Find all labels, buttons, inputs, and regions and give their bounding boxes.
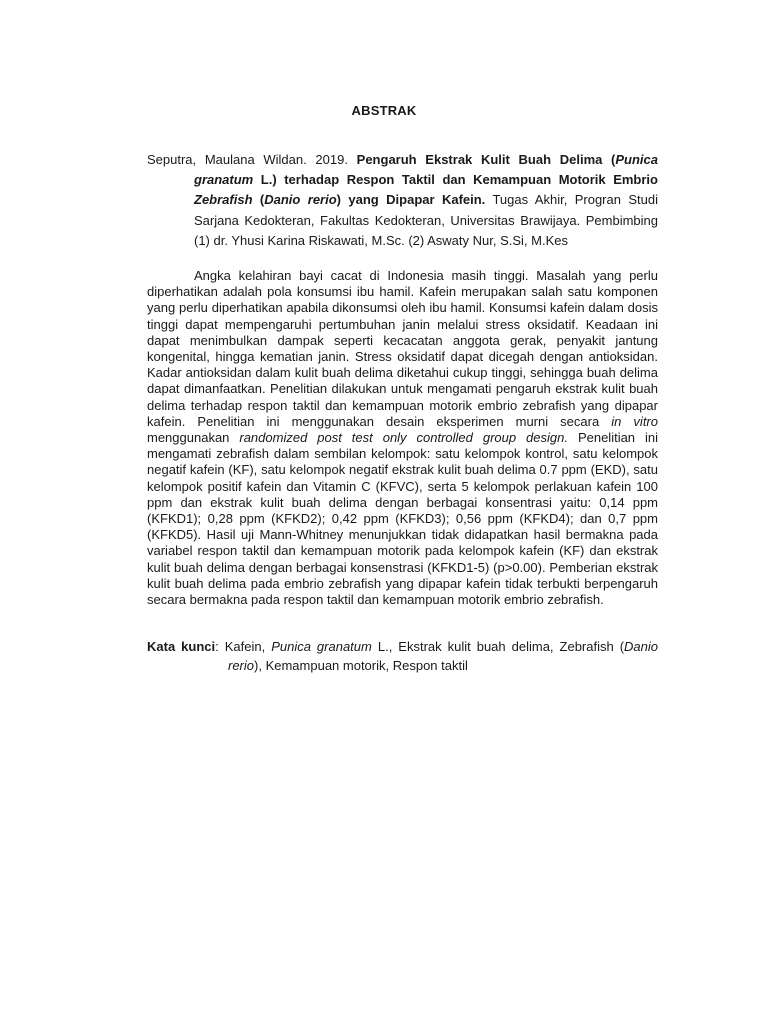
keywords-part-2: L., Ekstrak kulit buah delima, Zebrafish ( — [371, 639, 625, 654]
citation-title-part-4: ) yang Dipapar Kafein. — [336, 192, 486, 208]
abstract-body-design: randomized post test only controlled group design. — [239, 430, 568, 446]
citation-title-species: Punica granatum — [194, 152, 658, 188]
keywords-separator: : Kafein, — [215, 639, 272, 654]
citation-paragraph — [147, 150, 658, 251]
abstract-body-part-3: Penelitian ini mengamati zebrafish dalam sembilan kelompok: satu kelompok kontrol, satu kelompok negatif kafein (KF), satu kelompok negatif ekstrak kulit buah delima 0.7 ppm (EKD), satu kelompok positif kafein dan Vitamin C (KFVC), serta 5 kelompok perlakuan kafein 100 ppm dan ekstrak kulit buah delima dengan berbagai konsentrasi yaitu: 0,14 ppm (KFKD1); 0,28 ppm (KFKD2); 0,42 ppm (KFKD3); 0,56 ppm (KFKD4); dan 0,7 ppm (KFKD5). Hasil uji Mann-Whitney menunjukkan tidak didapatkan hasil bermakna pada variabel respon taktil dan kemampuan motorik pada kelompok kafein (KF) dan ekstrak kulit buah delima dengan berbagai konsenstrasi (KFKD1-5) (p>0.00). Pemberian ekstrak kulit buah delima pada embrio zebrafish yang dipapar kafein tidak terbukti berpengaruh secara bermakna pada respon taktil dan kemampuan motorik embrio zebrafish. — [147, 430, 659, 608]
citation-title-zebrafish: Zebrafish — [194, 192, 253, 208]
keywords-danio: Danio rerio — [228, 639, 659, 674]
abstract-body-paragraph — [147, 268, 658, 608]
citation-details: Tugas Akhir, Progran Studi Sarjana Kedokteran, Fakultas Kedokteran, Universitas Brawijaya. Pembimbing (1) dr. Yhusi Karina Riskawati, M.Sc. (2) Aswaty Nur, S.Si, M.Kes — [194, 192, 658, 248]
keywords-label: Kata kunci — [147, 639, 216, 654]
keywords-part-3: ), Kemampuan motorik, Respon taktil — [254, 658, 468, 674]
keywords-species: Punica granatum — [271, 639, 372, 654]
citation-authors-year: Seputra, Maulana Wildan. 2019. — [147, 152, 357, 167]
abstract-body-part-1: Angka kelahiran bayi cacat di Indonesia masih tinggi. Masalah yang perlu diperhatikan adalah pola konsumsi ibu hamil. Kafein merupakan salah satu komponen yang perlu diperhatikan apabila dikonsumsi oleh ibu hamil. Konsumsi kafein dalam dosis tinggi dapat mempengaruhi pertumbuhan janin melalui stress oksidatif. Keadaan ini dapat menimbulkan dampak seperti kecacatan anggota gerak, penyakit jantung kongenital, hingga kematian janin. Stress oksidatif dapat dicegah dengan antioksidan. Kadar antioksidan dalam kulit buah delima diketahui cukup tinggi, sehingga buah delima dapat dimanfaatkan. Penelitian dilakukan untuk mengamati pengaruh ekstrak kulit buah delima terhadap respon taktil dan kemampuan motorik embrio zebrafish yang dipapar kafein. Penelitian ini menggunakan desain eksperimen murni secara — [147, 268, 658, 429]
citation-title-part-2: L.) terhadap Respon Taktil dan Kemampuan Motorik Embrio — [253, 172, 658, 188]
citation-title-part-1: Pengaruh Ekstrak Kulit Buah Delima ( — [356, 152, 616, 167]
abstract-body-in-vitro: in vitro — [611, 413, 658, 429]
keywords-paragraph — [147, 637, 658, 676]
citation-title-part-3: ( — [252, 192, 265, 208]
abstract-heading: ABSTRAK — [351, 103, 417, 118]
abstract-body-part-2: menggunakan — [147, 430, 240, 446]
citation-title-danio: Danio rerio — [264, 192, 337, 208]
